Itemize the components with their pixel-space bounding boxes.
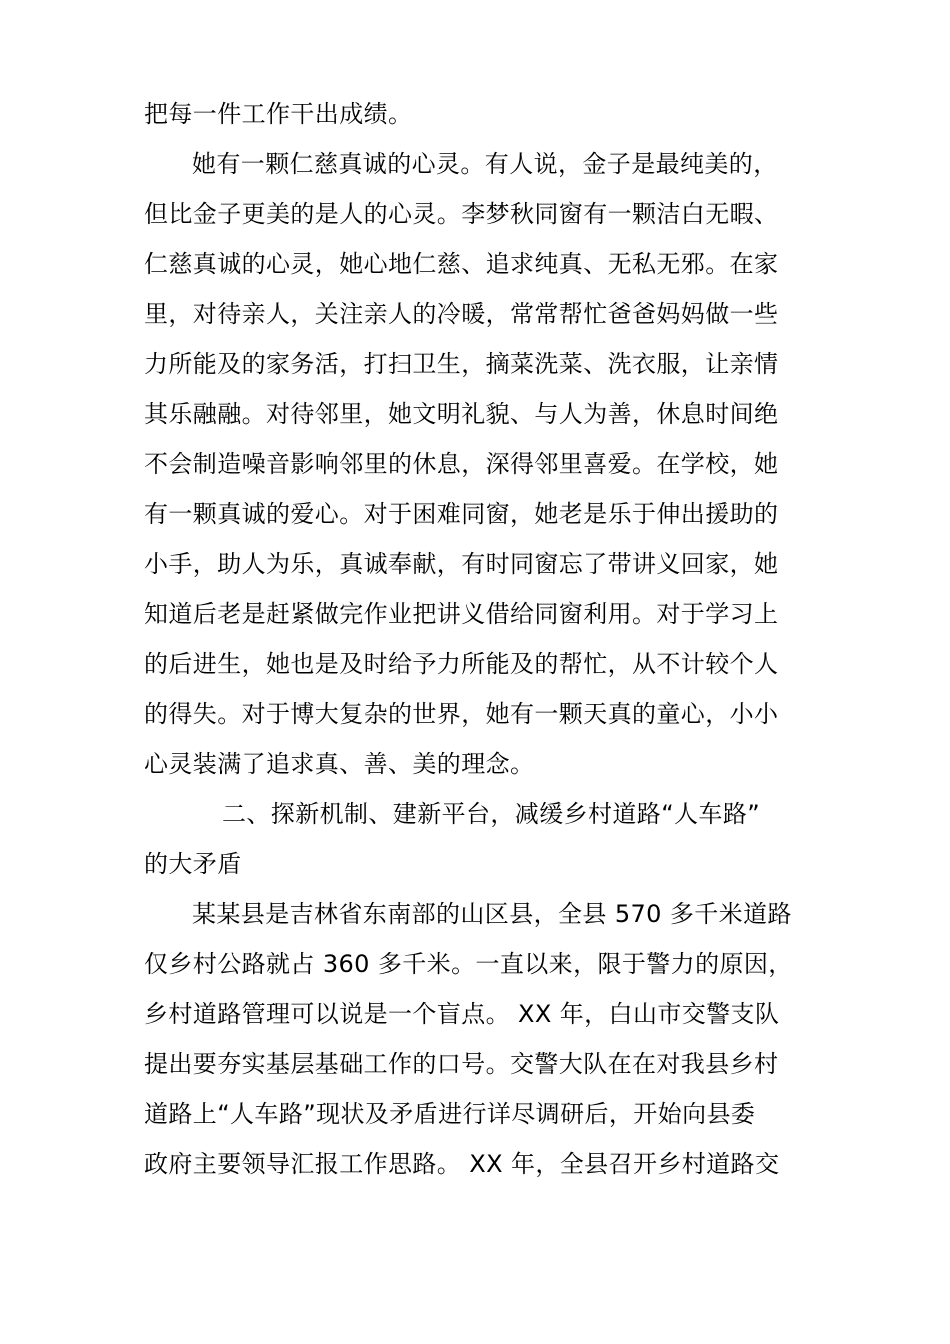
text-line: 把每一件工作干出成绩。 — [144, 100, 413, 128]
text-line: 心灵装满了追求真、善、美的理念。 — [144, 750, 535, 778]
text-line: 不会制造噪音影响邻里的休息，深得邻里喜爱。在学校，她 — [144, 450, 779, 478]
text-line: 乡村道路管理可以说是一个盲点。 XX 年，白山市交警支队 — [144, 1000, 780, 1028]
text-line: 其乐融融。对待邻里，她文明礼貌、与人为善，休息时间绝 — [144, 400, 779, 428]
text-line: 仅乡村公路就占 360 多千米。一直以来，限于警力的原因， — [144, 950, 793, 978]
text-line: 道路上“人车路”现状及矛盾进行详尽调研后，开始向县委 — [144, 1100, 756, 1128]
text-line: 但比金子更美的是人的心灵。李梦秋同窗有一颗洁白无暇、 — [144, 200, 779, 228]
section-heading: 二、探新机制、建新平台，减缓乡村道路“人车路” — [222, 800, 761, 828]
text-line: 力所能及的家务活，打扫卫生，摘菜洗菜、洗衣服，让亲情 — [144, 350, 779, 378]
text-line: 的得失。对于博大复杂的世界，她有一颗天真的童心，小小 — [144, 700, 779, 728]
text-line: 里，对待亲人，关注亲人的冷暖，常常帮忙爸爸妈妈做一些 — [144, 300, 779, 328]
text-line: 小手，助人为乐，真诚奉献，有时同窗忘了带讲义回家，她 — [144, 550, 779, 578]
text-line: 某某县是吉林省东南部的山区县，全县 570 多千米道路 — [192, 900, 792, 928]
text-line: 仁慈真诚的心灵，她心地仁慈、追求纯真、无私无邪。在家 — [144, 250, 779, 278]
text-line: 知道后老是赶紧做完作业把讲义借给同窗利用。对于学习上 — [144, 600, 779, 628]
text-line: 有一颗真诚的爱心。对于困难同窗，她老是乐于伸出援助的 — [144, 500, 779, 528]
text-line: 她有一颗仁慈真诚的心灵。有人说，金子是最纯美的， — [192, 150, 778, 178]
text-line: 的后进生，她也是及时给予力所能及的帮忙，从不计较个人 — [144, 650, 779, 678]
text-line: 提出要夯实基层基础工作的口号。交警大队在在对我县乡村 — [144, 1050, 779, 1078]
section-heading: 的大矛盾 — [144, 850, 242, 878]
text-line: 政府主要领导汇报工作思路。 XX 年，全县召开乡村道路交 — [144, 1150, 780, 1178]
